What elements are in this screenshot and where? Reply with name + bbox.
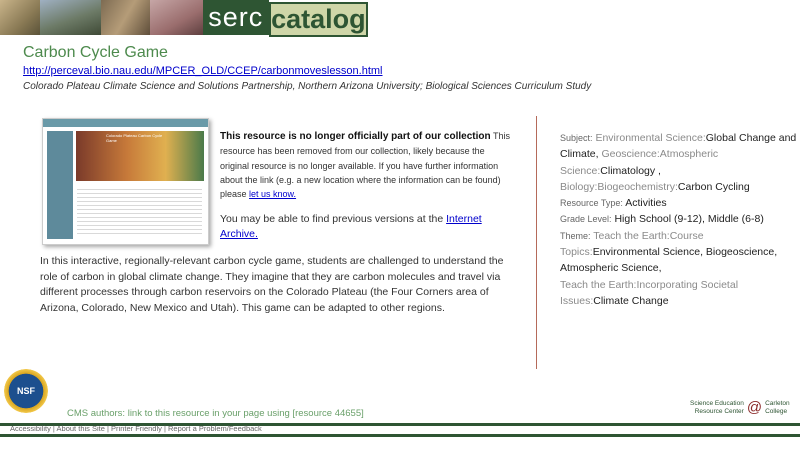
cms-resource-note: CMS authors: link to this resource in your page using [resource 44655] — [67, 408, 364, 419]
subject-category: Geoscience:Atmospheric Science: — [560, 148, 719, 177]
footer-divider — [0, 434, 800, 437]
carleton-wordmark-line: Carleton — [765, 400, 790, 407]
notice-heading: This resource is no longer officially part of our collection — [220, 131, 491, 142]
catalog-logo[interactable]: catalog — [269, 2, 368, 37]
theme-category: Teach the Earth:Course Topics: — [560, 229, 704, 259]
theme-label: Theme: — [560, 230, 591, 241]
site-banner[interactable] — [0, 0, 368, 35]
resource-title: Carbon Cycle Game — [23, 44, 168, 61]
resource-header — [23, 44, 591, 92]
nsf-logo-text: NSF — [17, 386, 35, 396]
previous-versions — [220, 212, 515, 242]
theme-row: Theme: Teach the Earth:Course Topics:Environmental Science, Biogeoscience, Atmospheric Science, Teach the Earth:Incorporating Societal Issues:Climate Change — [560, 229, 778, 307]
grade-level-label: Grade Level: — [560, 214, 612, 225]
thumbnail-banner-image — [76, 131, 204, 181]
internet-archive-link[interactable]: Internet Archive. — [220, 213, 482, 240]
footer-links[interactable]: Accessibility | About this Site | Printer Friendly | Report a Problem/Feedback — [10, 424, 262, 433]
subject-label: Subject: — [560, 133, 593, 143]
serc-carleton-logos[interactable] — [690, 400, 790, 416]
subject-value: Carbon Cycling — [677, 180, 750, 193]
resource-url-link[interactable]: http://perceval.bio.nau.edu/MPCER_OLD/CCEP/carbonmoveslesson.html — [23, 65, 383, 77]
banner-photo — [101, 0, 149, 35]
grade-level-value: High School (9-12), Middle (6-8) — [614, 213, 764, 226]
nsf-logo[interactable] — [4, 369, 48, 413]
resource-attribution: Colorado Plateau Climate Science and Solutions Partnership, Northern Arizona University; Biological Sciences Curriculum Study — [23, 81, 592, 92]
theme-value: Climate Change — [593, 294, 669, 307]
resource-type-value: Activities — [625, 197, 667, 210]
subject-category: Environmental Science: — [595, 132, 706, 144]
resource-thumbnail — [42, 118, 209, 245]
column-divider — [536, 116, 537, 369]
theme-category: Teach the Earth:Incorporating Societal Issues: — [560, 278, 739, 307]
banner-photo — [0, 0, 40, 35]
carleton-wordmark-line: College — [765, 408, 788, 415]
thumbnail-header-bar — [43, 119, 208, 127]
removed-notice — [220, 129, 515, 201]
carleton-wordmark — [765, 400, 790, 416]
resource-metadata — [560, 130, 800, 309]
resource-type-label: Resource Type: — [560, 198, 623, 209]
serc-wordmark-line: Resource Center — [694, 408, 744, 415]
thumbnail-text-lines — [77, 186, 202, 236]
serc-logo[interactable]: serc — [203, 0, 269, 35]
serc-wordmark — [690, 400, 744, 416]
notice-text: This resource has been removed from our collection, likely because the original resource is no longer available. If you have further information about the link (e.g. a new location where the information can be found) please — [220, 131, 510, 200]
previous-versions-text: You may be able to find previous versions at the — [220, 213, 447, 225]
subject-category: Biology:Biogeochemistry: — [560, 180, 678, 193]
subject-row: Subject: Environmental Science:Global Change and Climate, Geoscience:Atmospheric Science:Climatology , Biology:Biogeochemistry:Carbon Cycling — [560, 132, 797, 193]
thumbnail-title: Colorado Plateau Carbon Cycle Game — [106, 133, 163, 143]
theme-value: Environmental Science, Biogeoscience, Atmospheric Science — [560, 246, 778, 275]
banner-photo — [150, 0, 203, 35]
let-us-know-link[interactable]: let us know. — [249, 189, 297, 200]
subject-value: Climatology — [600, 164, 656, 177]
resource-description: In this interactive, regionally-relevant carbon cycle game, students are challenged to understand the role of carbon in global climate change. They imagine that they are carbon molecules and travel via different processes through carbon reservoirs on the Colorado Plateau (the Four Corners area of Arizona, Colorado, New Mexico and Utah). This game can be adapted to other regions. — [40, 255, 504, 314]
at-symbol: @ — [746, 399, 763, 416]
subject-value: Global Change and Climate — [560, 132, 797, 161]
banner-photo — [40, 0, 102, 35]
serc-wordmark-line: Science Education — [690, 400, 744, 407]
thumbnail-sidebar — [47, 131, 73, 239]
grade-level-row — [560, 211, 800, 227]
resource-type-row — [560, 195, 800, 211]
